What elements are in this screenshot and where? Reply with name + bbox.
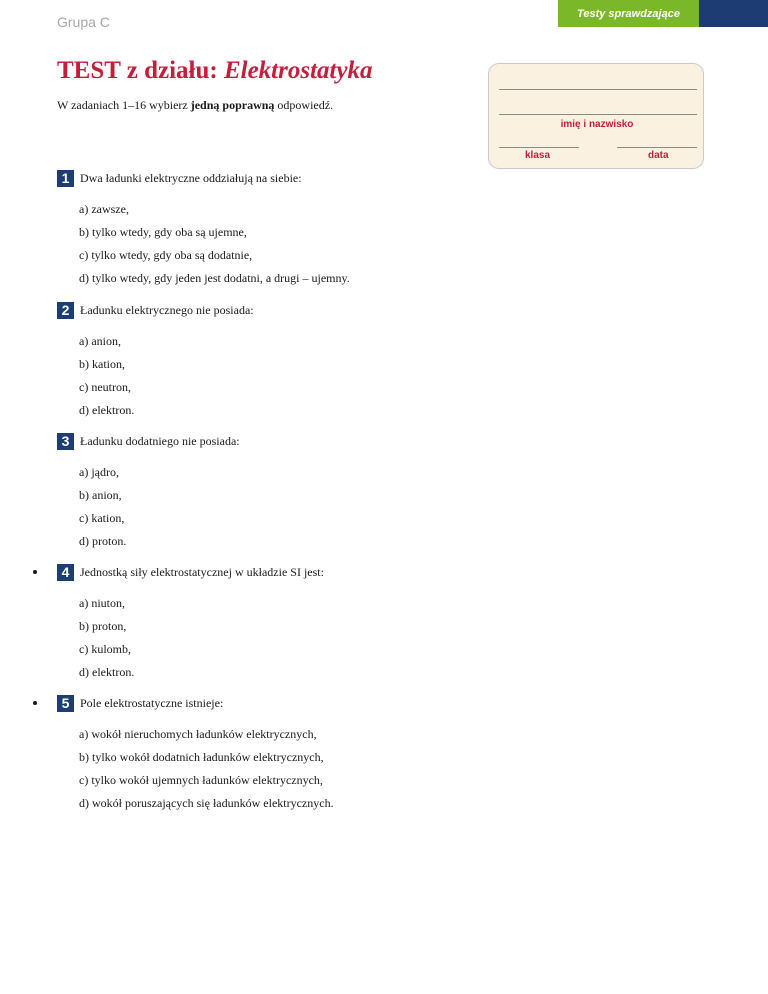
question-4 [57,563,324,679]
answer-option[interactable]: b) kation, [79,357,125,371]
name-label: imię i nazwisko [560,119,634,130]
answer-option[interactable]: c) kation, [79,511,125,525]
answer-option[interactable]: a) wokół nieruchomych ładunków elektrycznych, [79,727,317,741]
answer-option[interactable]: d) elektron. [79,403,135,417]
answer-option[interactable]: b) proton, [79,619,127,633]
instructions-after: odpowiedź. [274,98,334,112]
date-line[interactable] [617,147,697,148]
answer-option[interactable]: d) tylko wtedy, gdy jeden jest dodatni, a drugi – ujemny. [79,271,350,285]
question-text: Pole elektrostatyczne istnieje: [80,695,224,710]
answer-option[interactable]: b) tylko wtedy, gdy oba są ujemne, [79,225,247,239]
question-text: Ładunku elektrycznego nie posiada: [80,302,254,317]
difficulty-dot-icon [33,570,37,574]
instructions-bold: jedną poprawną [190,98,275,112]
question-number: 2 [57,302,74,319]
answer-option[interactable]: a) anion, [79,334,121,348]
answer-option[interactable]: a) jądro, [79,465,119,479]
answer-option[interactable]: b) anion, [79,488,122,502]
answer-option[interactable]: a) niuton, [79,596,125,610]
question-text: Ładunku dodatniego nie posiada: [80,433,240,448]
answer-option[interactable]: d) elektron. [79,665,135,679]
page-title [57,57,373,85]
student-info-box [488,63,704,169]
date-label: data [648,150,669,161]
question-number: 5 [57,695,74,712]
section-tag: Testy sprawdzające [558,0,699,27]
answer-option[interactable]: c) kulomb, [79,642,131,656]
answer-option[interactable]: c) tylko wokół ujemnych ładunków elektrycznych, [79,773,323,787]
answer-option[interactable]: d) proton. [79,534,127,548]
question-3 [57,432,240,548]
answer-option[interactable]: a) zawsze, [79,202,129,216]
class-label: klasa [525,150,551,161]
group-label: Grupa C [57,14,110,30]
question-number: 1 [57,170,74,187]
name-line[interactable] [499,114,697,115]
answer-option[interactable]: b) tylko wokół dodatnich ładunków elektrycznych, [79,750,324,764]
question-number: 4 [57,564,74,581]
answer-option[interactable]: c) tylko wtedy, gdy oba są dodatnie, [79,248,253,262]
question-2 [57,301,254,417]
question-number: 3 [57,433,74,450]
question-5 [57,694,334,810]
blank-line [499,89,697,90]
answer-option[interactable]: c) neutron, [79,380,131,394]
instructions-before: W zadaniach 1–16 wybierz [57,98,191,112]
title-prefix: TEST z działu: [57,57,218,84]
answer-option[interactable]: d) wokół poruszających się ładunków elektrycznych. [79,796,334,810]
difficulty-dot-icon [33,701,37,705]
question-text: Dwa ładunki elektryczne oddziałują na siebie: [80,170,302,185]
section-tag-accent [699,0,768,27]
question-text: Jednostką siły elektrostatycznej w układzie SI jest: [80,564,324,579]
instructions [57,98,333,113]
class-line[interactable] [499,147,579,148]
question-1 [57,169,350,285]
title-subject: Elektrostatyka [223,57,373,84]
